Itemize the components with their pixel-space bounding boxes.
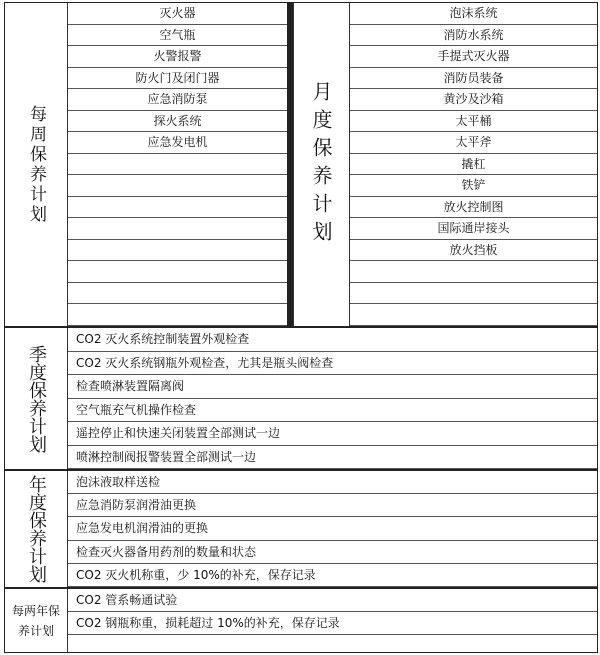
biennial-item: CO2 管系畅通试验 (68, 589, 597, 612)
monthly-item: 手提式灭火器 (350, 46, 597, 68)
biennial-section (4, 588, 598, 653)
yearly-item: 泡沫液取样送检 (68, 471, 597, 494)
quarterly-section (4, 327, 598, 470)
monthly-item (350, 283, 597, 305)
monthly-item (350, 261, 597, 283)
weekly-item (68, 197, 287, 219)
monthly-item (350, 304, 597, 326)
weekly-item: 应急消防泵 (68, 89, 287, 111)
monthly-item: 黄沙及沙箱 (350, 89, 597, 111)
yearly-item: 应急发电机润滑油的更换 (68, 517, 597, 540)
weekly-item (68, 240, 287, 262)
quarterly-plan-label-text: 季度保养计划 (26, 344, 47, 453)
quarterly-item: 喷淋控制阀报警装置全部测试一边 (68, 446, 597, 470)
weekly-item: 应急发电机 (68, 132, 287, 154)
yearly-plan-label-text: 年度保养计划 (26, 475, 47, 583)
monthly-plan-label (293, 3, 349, 326)
quarterly-item: 遥控停止和快速关闭装置全部测试一边 (68, 422, 597, 446)
yearly-plan-label (5, 471, 67, 587)
quarterly-item: CO2 灭火系统控制装置外观检查 (68, 328, 597, 352)
quarterly-item: 检查喷淋装置隔离阀 (68, 375, 597, 399)
weekly-item (68, 154, 287, 176)
monthly-item: 太平斧 (350, 132, 597, 154)
weekly-item (68, 218, 287, 240)
biennial-plan-label-text: 每两年保养计划 (11, 603, 60, 638)
weekly-item: 防火门及闭门器 (68, 68, 287, 90)
quarterly-item: CO2 灭火系统钢瓶外观检查，尤其是瓶头阀检查 (68, 352, 597, 376)
monthly-item: 泡沫系统 (350, 3, 597, 25)
yearly-item: 应急消防泵润滑油更换 (68, 494, 597, 517)
weekly-item (68, 283, 287, 305)
yearly-item: 检查灭火器备用药剂的数量和状态 (68, 541, 597, 564)
weekly-monthly-section (4, 2, 598, 327)
monthly-item: 撬杠 (350, 154, 597, 176)
weekly-item (68, 175, 287, 197)
monthly-item: 太平桶 (350, 111, 597, 133)
weekly-item: 探火系统 (68, 111, 287, 133)
weekly-item: 灭火器 (68, 3, 287, 25)
quarterly-item: 空气瓶充气机操作检查 (68, 399, 597, 423)
biennial-plan-label (5, 589, 67, 652)
weekly-item (68, 261, 287, 283)
yearly-section (4, 470, 598, 588)
yearly-item: CO2 灭火机称重，少 10%的补充，保存记录 (68, 564, 597, 587)
weekly-item: 空气瓶 (68, 25, 287, 47)
monthly-plan-label-text: 月度保养计划 (309, 80, 333, 249)
quarterly-plan-label (5, 328, 67, 469)
monthly-item: 铁铲 (350, 175, 597, 197)
weekly-plan-label-text: 每周保养计划 (26, 104, 46, 225)
monthly-item: 放火控制图 (350, 197, 597, 219)
monthly-item: 消防水系统 (350, 25, 597, 47)
weekly-plan-label (5, 3, 67, 326)
weekly-item: 火警报警 (68, 46, 287, 68)
weekly-item (68, 304, 287, 326)
biennial-item: CO2 钢瓶称重，损耗超过 10%的补充，保存记录 (68, 612, 597, 635)
monthly-item: 国际通岸接头 (350, 218, 597, 240)
monthly-item: 消防员装备 (350, 68, 597, 90)
monthly-item: 放火挡板 (350, 240, 597, 262)
